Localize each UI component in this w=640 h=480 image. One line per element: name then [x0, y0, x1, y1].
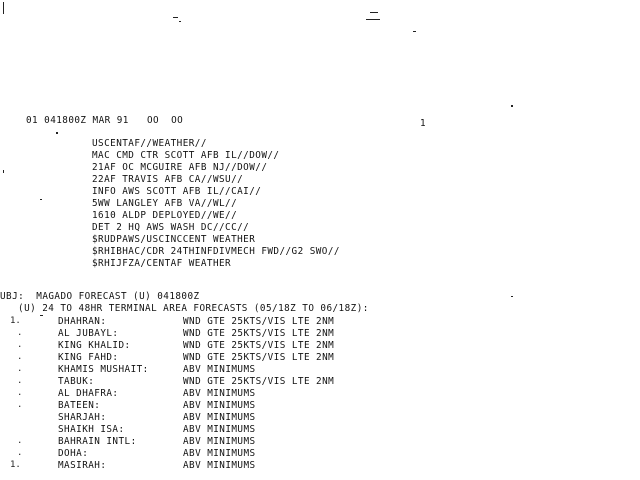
row-marker: . [17, 436, 23, 446]
addressee-line: $RUDPAWS/USCINCCENT WEATHER [92, 234, 256, 245]
scan-artifact [511, 105, 513, 107]
table-row [0, 340, 640, 352]
forecast-conditions: WND GTE 25KTS/VIS LTE 2NM [183, 352, 335, 363]
forecast-location: DHAHRAN: [58, 316, 107, 327]
forecast-conditions: ABV MINIMUMS [183, 424, 256, 435]
addressee-line: INFO AWS SCOTT AFB IL//CAI// [92, 186, 262, 197]
table-row [0, 376, 640, 388]
scan-artifact [366, 19, 380, 20]
scan-artifact [56, 132, 58, 134]
addressee-line: $RHIBHAC/CDR 24THINFDIVMECH FWD//G2 SWO// [92, 246, 340, 257]
scan-artifact [3, 2, 4, 14]
forecast-location: AL DHAFRA: [58, 388, 119, 399]
scan-artifact [40, 199, 42, 200]
forecast-conditions: WND GTE 25KTS/VIS LTE 2NM [183, 340, 335, 351]
row-marker: . [17, 340, 23, 350]
row-marker: . [17, 448, 23, 458]
table-row [0, 460, 640, 472]
row-marker: . [17, 376, 23, 386]
forecast-location: DOHA: [58, 448, 89, 459]
table-row [0, 316, 640, 328]
table-row [0, 424, 640, 436]
forecast-conditions: WND GTE 25KTS/VIS LTE 2NM [183, 328, 335, 339]
row-marker: . [17, 328, 23, 338]
forecast-heading: (U) 24 TO 48HR TERMINAL AREA FORECASTS (05/18Z TO 06/18Z): [12, 303, 369, 314]
table-row [0, 400, 640, 412]
forecast-location: KING KHALID: [58, 340, 131, 351]
forecast-conditions: WND GTE 25KTS/VIS LTE 2NM [183, 376, 335, 387]
scan-artifact [511, 296, 513, 297]
page-number: 1 [420, 118, 427, 129]
table-row [0, 412, 640, 424]
subject-line: UBJ: MAGADO FORECAST (U) 041800Z [0, 291, 200, 302]
table-row [0, 352, 640, 364]
row-marker: . [17, 400, 23, 410]
forecast-location: KHAMIS MUSHAIT: [58, 364, 149, 375]
forecast-location: BAHRAIN INTL: [58, 436, 137, 447]
table-row [0, 364, 640, 376]
row-marker: 1. [10, 460, 21, 470]
forecast-conditions: ABV MINIMUMS [183, 412, 256, 423]
row-marker: . [17, 388, 23, 398]
row-marker: 1. [10, 316, 21, 326]
forecast-conditions: ABV MINIMUMS [183, 436, 256, 447]
addressee-line: MAC CMD CTR SCOTT AFB IL//DOW// [92, 150, 280, 161]
table-row [0, 388, 640, 400]
table-row [0, 328, 640, 340]
forecast-location: KING FAHD: [58, 352, 119, 363]
row-marker: . [17, 352, 23, 362]
addressee-line: $RHIJFZA/CENTAF WEATHER [92, 258, 232, 269]
addressee-line: 22AF TRAVIS AFB CA//WSU// [92, 174, 244, 185]
forecast-conditions: ABV MINIMUMS [183, 448, 256, 459]
table-row [0, 448, 640, 460]
forecast-location: AL JUBAYL: [58, 328, 119, 339]
addressee-line: USCENTAF//WEATHER// [92, 138, 207, 149]
scan-artifact [179, 21, 181, 22]
forecast-location: MASIRAH: [58, 460, 107, 471]
forecast-location: TABUK: [58, 376, 95, 387]
forecast-conditions: ABV MINIMUMS [183, 388, 256, 399]
addressee-line: 1610 ALDP DEPLOYED//WE// [92, 210, 238, 221]
forecast-location: SHARJAH: [58, 412, 107, 423]
addressee-line: 21AF OC MCGUIRE AFB NJ//DOW// [92, 162, 268, 173]
addressee-line: DET 2 HQ AWS WASH DC//CC// [92, 222, 250, 233]
forecast-conditions: ABV MINIMUMS [183, 400, 256, 411]
table-row [0, 436, 640, 448]
row-marker: . [17, 364, 23, 374]
forecast-conditions: WND GTE 25KTS/VIS LTE 2NM [183, 316, 335, 327]
scan-artifact [413, 31, 416, 32]
forecast-location: BATEEN: [58, 400, 101, 411]
date-time-group: 01 041800Z MAR 91 OO OO [26, 115, 184, 126]
addressee-line: 5WW LANGLEY AFB VA//WL// [92, 198, 238, 209]
scan-artifact [3, 170, 4, 173]
forecast-conditions: ABV MINIMUMS [183, 460, 256, 471]
forecast-location: SHAIKH ISA: [58, 424, 125, 435]
scan-artifact [173, 17, 178, 18]
forecast-conditions: ABV MINIMUMS [183, 364, 256, 375]
scan-artifact [370, 12, 378, 13]
